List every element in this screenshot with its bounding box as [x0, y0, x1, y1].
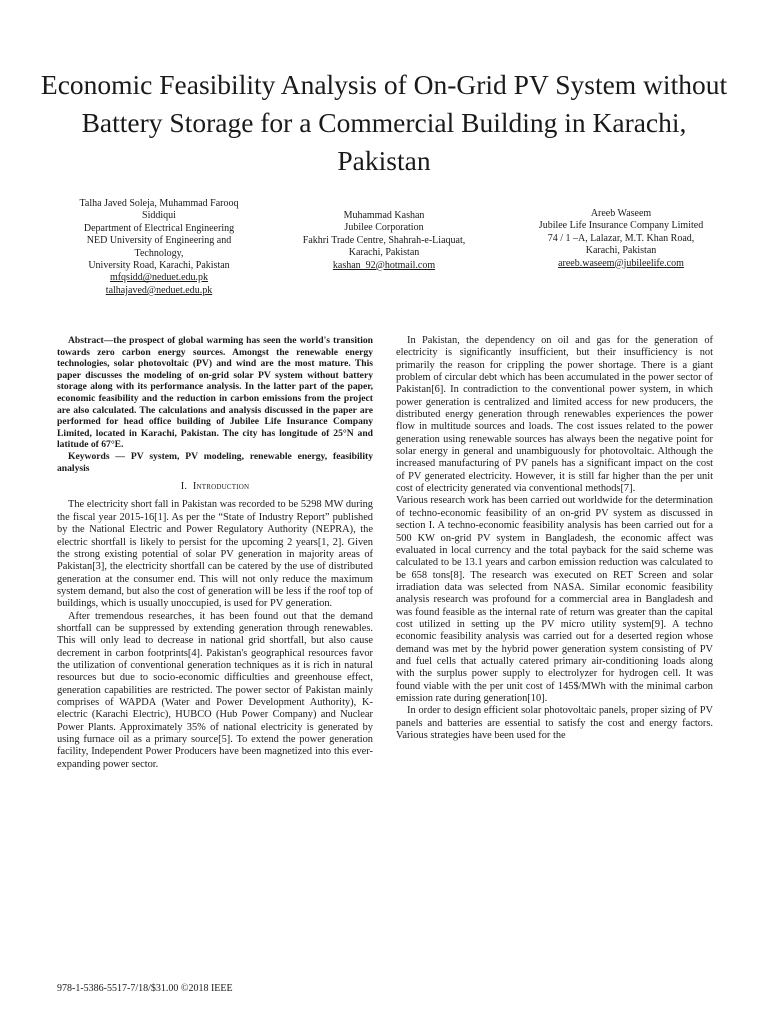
author-line: Siddiqui	[142, 210, 176, 222]
email-link[interactable]: kashan_92@hotmail.com	[332, 259, 436, 271]
author-line: Muhammad Kashan	[343, 210, 425, 221]
keywords: Keywords — PV system, PV modeling, renewable energy, feasibility analysis	[57, 450, 373, 474]
body-paragraph: In Pakistan, the dependency on oil and gas for the generation of electricity is significantly insufficient, but their insufficiency is not primarily the reason for crippling the power shortage. There is a giant problem of circular debt which has been accumulated in the power sector of Pakistan[6]. In contradiction to the conventional power system, in which power generation is centralized and limited access for new producers, the distributed energy generation through renewables experiences the power flow in multitude sources and loads. The cost issues related to the power generation using renewable sources has always been the negative point for solar energy in general and unambiguously for photovoltaic. Although the increased manufacturing of PV panels has a significant impact on the cost of PV generated electricity. However, it is still far higher than the per unit cost of electricity generated via conventional methods[7].	[396, 335, 713, 495]
email-link[interactable]: areeb.waseem@jubileelife.com	[558, 257, 684, 269]
copyright-footer: 978-1-5386-5517-7/18/$31.00 ©2018 IEEE	[57, 983, 233, 994]
left-column	[57, 335, 373, 771]
email-link[interactable]: talhajaved@neduet.edu.pk	[105, 284, 213, 296]
author-block	[0, 198, 768, 318]
author-line: Talha Javed Soleja, Muhammad Farooq	[79, 198, 239, 209]
paper-title: Economic Feasibility Analysis of On-Grid PV System without Battery Storage for a Commercial Building in Karachi, Pakistan	[40, 69, 728, 176]
author-affiliation-3	[514, 208, 728, 270]
author-line: Fakhri Trade Centre, Shahrah-e-Liaquat,	[302, 234, 466, 246]
author-line: Karachi, Pakistan	[585, 245, 657, 257]
author-affiliation-2	[278, 210, 490, 272]
abstract: Abstract—the prospect of global warming has seen the world's transition towards zero carbon energy sources. Amongst the renewable energy technologies, solar photovoltaic (PV) and wind are the most mature. This paper discusses the modeling of on-grid solar PV system without battery storage along with its performance analysis. In the latter part of the paper, economic feasibility and the reduction in carbon emissions from the project are also calculated. The calculations and analysis discussed in the paper are performed for head office building of Jubilee Life Insurance Company Limited, located in Karachi, Pakistan. The city has longitude of 25°N and latitude of 67°E.	[57, 335, 373, 451]
body-paragraph: After tremendous researches, it has been found out that the demand shortfall can be suppressed by extending generation through renewables. This will only lead to decrease in national grid shortfall, but also cause decrement in carbon footprints[4]. Pakistan's geographical resources favor the utilization of conventional generation techniques as it is rich in natural resources but due to socio-economic difficulties and greenhouse effect, generation capabilities are restricted. The power sector of Pakistan mainly comprises of WAPDA (Water and Power Development Authority), K-electric (Karachi Electric), HUBCO (Hub Power Company) and Nuclear Power Plants. Approximately 35% of national electricity is generated by using furnace oil as a primary source[5]. To extend the power generation facility, Independent Power Producers have been magnetized into this ever-expanding power sector.	[57, 610, 373, 770]
section-title: Introduction	[192, 481, 250, 493]
author-line: Department of Electrical Engineering	[83, 222, 235, 234]
section-number: I.	[180, 481, 188, 493]
author-line: Jubilee Life Insurance Company Limited	[538, 220, 704, 232]
body-paragraph: Various research work has been carried out worldwide for the determination of techno-economic feasibility of an on-grid PV system as discussed in section I. A techno-economic feasibility analysis has been carried out for a 500 KW on-grid PV system in Bangladesh, the economic affect was evaluated in local currency and the total payback for the said scheme was calculated to be 13.1 years and carbon emission reduction was calculated to be 658 tons[8]. The research was executed on RET Screen and solar irradiation data was selected from NASA. Similar economic feasibility analysis research was profound for a commercial area in Bangladesh and was found feasible as the internal rate of return was greater than the capital cost utilized in setting up the PV micro utility system[9]. A techno economic feasibility analysis was carried out for a deserted region whose demand was met by the hybrid power generation system consisting of PV and fuel cells that actually catered primary air-conditioning loads along with the surplus power supply to electrolyzer for hydrogen cell. It was found viable with the per unit cost of 145$/MWh with the minimal carbon emission rate during generation[10].	[396, 495, 713, 704]
author-line: Karachi, Pakistan	[348, 247, 420, 259]
section-heading	[57, 481, 373, 493]
email-link[interactable]: mfqsidd@neduet.edu.pk	[109, 272, 209, 284]
author-line: Technology,	[134, 247, 184, 259]
author-line: NED University of Engineering and	[86, 235, 232, 247]
author-line: University Road, Karachi, Pakistan	[88, 260, 230, 272]
right-column	[396, 335, 713, 742]
author-affiliation-1	[52, 198, 266, 297]
author-line: 74 / 1 –A, Lalazar, M.T. Khan Road,	[547, 232, 695, 244]
body-paragraph: The electricity short fall in Pakistan was recorded to be 5298 MW during the fiscal year 2015-16[1]. As per the “State of Industry Report” published by the National Electric and Power Regulatory Authority (NEPRA), the electric shortfall is likely to persist for the upcoming 2 years[1, 2]. Given the strong existing potential of solar PV generation in majority areas of Pakistan[3], the electricity shortfall can be catered by the use of distributed generation at the consumer end. This will not only reduce the maximum system demand, but also the cost of generation will be less if the roof top of buildings, which is usually unoccupied, is used for PV generation.	[57, 499, 373, 610]
author-line: Jubilee Corporation	[344, 222, 424, 234]
body-paragraph: In order to design efficient solar photovoltaic panels, proper sizing of PV panels and batteries are essential to satisfy the cost and energy factors. Various strategies have been used for the	[396, 705, 713, 741]
author-line: Areeb Waseem	[590, 208, 652, 219]
